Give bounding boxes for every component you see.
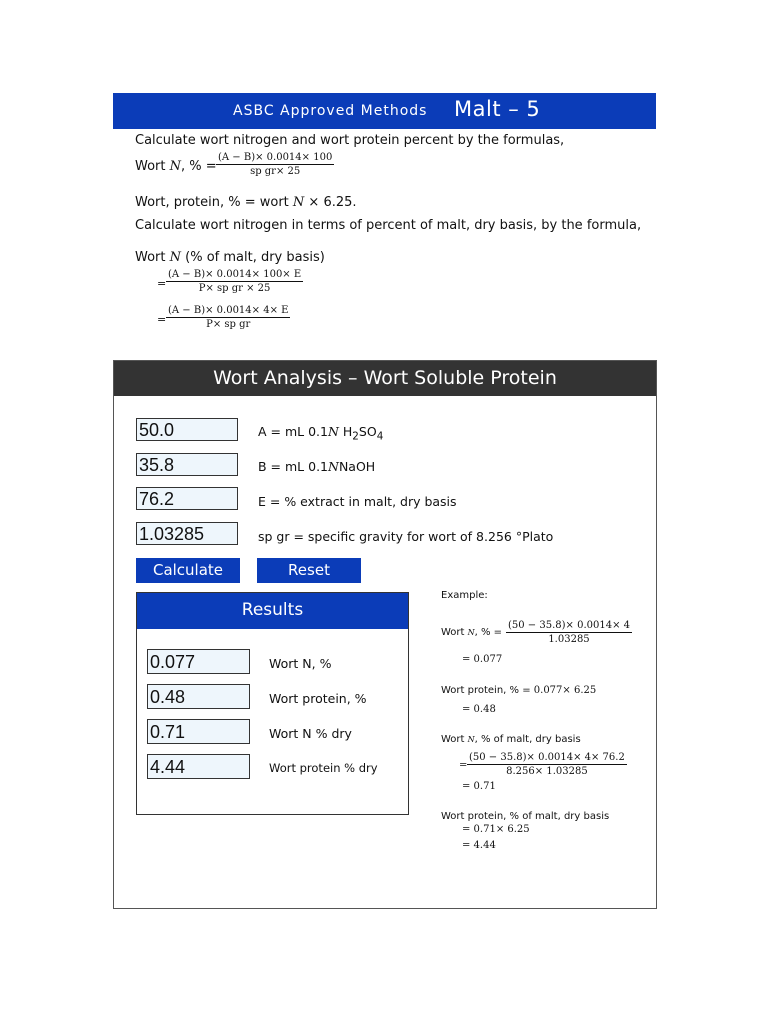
- text: , % of malt, dry basis: [474, 734, 581, 745]
- example-protein-dry-label: Wort protein, % of malt, dry basis: [441, 811, 610, 822]
- text: × 6.25.: [304, 195, 357, 210]
- formula-dry-basis-1: [166, 269, 303, 294]
- fraction-bar: [216, 164, 334, 165]
- example-dry-basis-label: [441, 734, 581, 745]
- result-wort-n-dry: 0.71: [147, 719, 250, 744]
- example-protein-dry-result: = 4.44: [462, 840, 496, 851]
- dry-basis-label: [135, 250, 325, 265]
- formula-wort-n: [216, 152, 334, 177]
- subscript: 4: [376, 430, 384, 443]
- wort-n-formula-label: [135, 159, 217, 174]
- formula-numerator: (A − B)× 0.0014× 100× E: [168, 269, 302, 280]
- text: SO: [358, 424, 377, 439]
- input-sp-gr-label: sp gr = specific gravity for wort of 8.256 °Plato: [258, 529, 554, 544]
- formula-denominator: sp gr× 25: [250, 166, 301, 177]
- fraction-bar: [506, 632, 632, 633]
- example-wort-n-fraction: [506, 620, 632, 645]
- formula-numerator: (A − B)× 0.0014× 100: [218, 152, 333, 163]
- result-wort-protein-dry: 4.44: [147, 754, 250, 779]
- fraction-bar: [166, 281, 303, 282]
- result-wort-protein-dry-label: Wort protein % dry: [269, 761, 378, 775]
- text: B = mL 0.1: [258, 459, 328, 474]
- text: Wort: [135, 159, 170, 174]
- input-a-label: [258, 424, 383, 443]
- text: NaOH: [338, 459, 376, 474]
- intro-line-3: Calculate wort nitrogen in terms of percent of malt, dry basis, by the formula,: [135, 218, 642, 233]
- var-n: N: [328, 459, 339, 474]
- text: Wort protein, % =: [441, 685, 534, 696]
- protein-formula: [135, 195, 357, 210]
- text: , % =: [181, 159, 217, 174]
- input-b-ml-naoh[interactable]: 35.8: [136, 453, 238, 476]
- formula-numerator: (A − B)× 0.0014× 4× E: [168, 305, 289, 316]
- input-b-label: [258, 459, 375, 474]
- subscript: 2: [352, 430, 359, 443]
- result-wort-protein: 0.48: [147, 684, 250, 709]
- formula-dry-basis-2: [166, 305, 290, 330]
- example-heading: Example:: [441, 590, 488, 601]
- example-protein-dry-expr: = 0.71× 6.25: [462, 824, 530, 835]
- example-protein-label: [441, 685, 596, 696]
- result-wort-n: 0.077: [147, 649, 250, 674]
- results-title: Results: [137, 593, 408, 629]
- result-wort-n-label: Wort N, %: [269, 656, 332, 671]
- method-title-banner: [113, 93, 656, 129]
- result-wort-protein-label: Wort protein, %: [269, 691, 367, 706]
- formula-denominator: 8.256× 1.03285: [506, 766, 588, 777]
- expression: 0.077× 6.25: [533, 685, 597, 696]
- equals-sign: =: [157, 277, 167, 290]
- formula-denominator: P× sp gr: [206, 319, 251, 330]
- example-dry-basis-fraction: [467, 752, 627, 777]
- input-e-extract[interactable]: 76.2: [136, 487, 238, 510]
- input-a-ml-acid[interactable]: 50.0: [136, 418, 238, 441]
- text: H: [338, 424, 353, 439]
- example-wort-n-result: = 0.077: [462, 654, 503, 665]
- text: Wort: [441, 734, 468, 745]
- result-wort-n-dry-label: Wort N % dry: [269, 726, 352, 741]
- text: Wort, protein, % = wort: [135, 195, 293, 210]
- var-n: N: [327, 424, 339, 439]
- text: (% of malt, dry basis): [181, 250, 325, 265]
- var-n: N: [292, 195, 305, 210]
- fraction-bar: [467, 764, 627, 765]
- banner-subtitle: ASBC Approved Methods: [233, 103, 428, 119]
- equals-sign: =: [157, 313, 167, 326]
- text: Wort: [441, 627, 468, 638]
- example-dry-basis-result: = 0.71: [462, 781, 496, 792]
- formula-numerator: (50 − 35.8)× 0.0014× 4× 76.2: [469, 752, 625, 763]
- fraction-bar: [166, 317, 290, 318]
- var-n: N: [169, 159, 181, 174]
- banner-method: Malt – 5: [454, 97, 541, 121]
- var-n: N: [467, 735, 475, 744]
- formula-denominator: 1.03285: [548, 634, 590, 645]
- reset-button[interactable]: Reset: [257, 558, 361, 583]
- example-dry-basis-eq: =: [459, 760, 468, 771]
- var-n: N: [169, 250, 181, 265]
- example-protein-result: = 0.48: [462, 704, 496, 715]
- text: Wort: [135, 250, 170, 265]
- calculator-title: Wort Analysis – Wort Soluble Protein: [114, 361, 656, 396]
- formula-denominator: P× sp gr × 25: [198, 283, 271, 294]
- text: , % =: [474, 627, 503, 638]
- example-wort-n-label: [441, 627, 502, 638]
- var-n: N: [467, 628, 475, 637]
- calculate-button[interactable]: Calculate: [136, 558, 240, 583]
- text: A = mL 0.1: [258, 424, 328, 439]
- intro-line-1: Calculate wort nitrogen and wort protein percent by the formulas,: [135, 133, 565, 148]
- formula-numerator: (50 − 35.8)× 0.0014× 4: [508, 620, 630, 631]
- input-e-label: E = % extract in malt, dry basis: [258, 494, 457, 509]
- input-sp-gr[interactable]: 1.03285: [136, 522, 238, 545]
